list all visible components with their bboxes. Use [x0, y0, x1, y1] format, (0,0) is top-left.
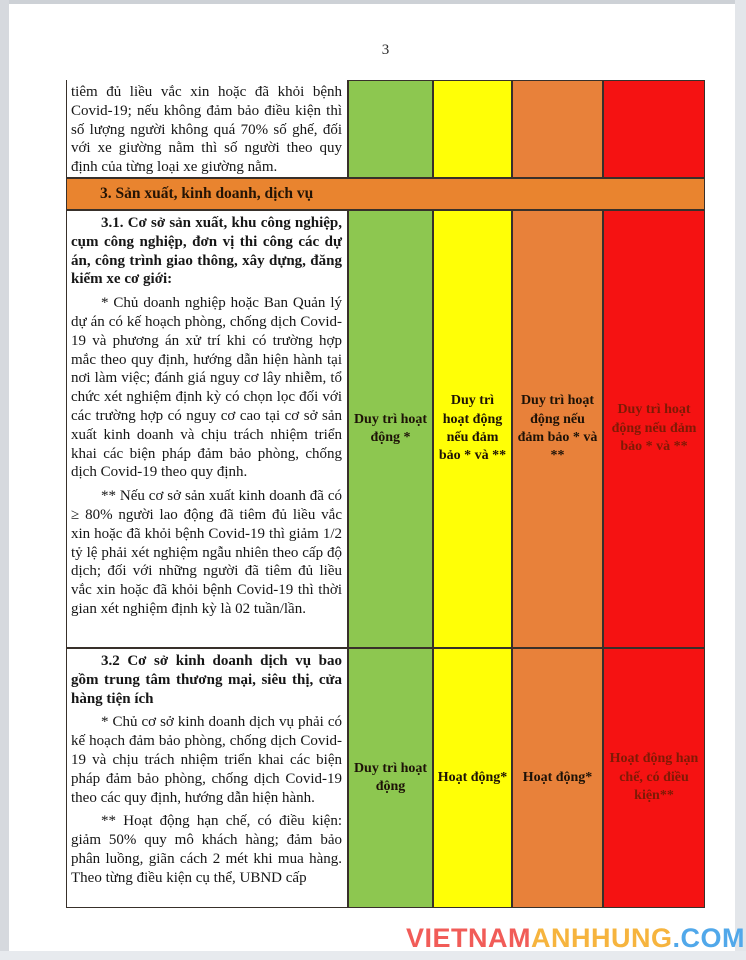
paragraph: tiêm đủ liều vắc xin hoặc đã khỏi bệnh Covid-19; nếu không đảm bảo điều kiện thì số lượng người không quá 70% số ghế, đối với xe giường nằm thì số người theo quy định của từng loại xe giường nằm. — [71, 84, 342, 176]
paragraph: ** Hoạt động hạn chế, có điều kiện: giảm 50% quy mô khách hàng; đảm bảo phân luồng, giãn cách 2 mét khi mua hàng. Theo từng điều kiện cụ thể, UBND cấp — [71, 813, 342, 886]
cell-label: Duy trì hoạt động * — [353, 411, 428, 445]
cell-3-1-red-level4 — [603, 210, 705, 648]
cell-label: Duy trì hoạt động nếu đảm bảo * và ** — [611, 402, 697, 455]
paragraph: * Chủ cơ sở kinh doanh dịch vụ phải có kế hoạch đảm bảo phòng, chống dịch Covid-19 và chịu trách nhiệm triển khai các biện pháp đảm bảo phòng, chống dịch Covid-19 theo các quy định, hướng dẫn hiện hành. — [71, 714, 342, 806]
cell-3-1-yellow-level2 — [433, 210, 512, 648]
paragraph: * Chủ doanh nghiệp hoặc Ban Quản lý dự án có kế hoạch phòng, chống dịch Covid-19 và phương án xử trí khi có trường hợp mắc theo quy định, hướng dẫn hiện hành tại nơi làm việc; đánh giá nguy cơ lây nhiễm, tổ chức xét nghiệm định kỳ có chọn lọc đối với các trường hợp có nguy cơ cao tại cơ sở sản xuất kinh doanh và chịu trách nhiệm triển khai các biện pháp đảm bảo phòng, chống dịch Covid-19 theo quy định. — [71, 295, 342, 481]
cell-transport-green-level1 — [348, 80, 433, 178]
cell-label: Hoạt động* — [522, 769, 593, 785]
section-3-1-text — [66, 210, 348, 648]
cell-3-1-green-level1 — [348, 210, 433, 648]
watermark-part-anhhung: ANHHUNG — [531, 923, 673, 953]
cell-3-2-yellow-level2 — [433, 648, 512, 908]
photo-edge-top — [0, 0, 746, 4]
watermark-part-com: .COM — [672, 923, 745, 953]
cell-label: Hoạt động hạn chế, có điều kiện** — [609, 751, 699, 804]
cell-transport-orange-level3 — [512, 80, 603, 178]
cell-3-2-red-level4 — [603, 648, 705, 908]
cell-label: Duy trì hoạt động nếu đảm bảo * và ** — [517, 393, 598, 464]
cell-label: Hoạt động* — [437, 769, 508, 785]
cell-transport-red-level4 — [603, 80, 705, 178]
paragraph: ** Nếu cơ sở sản xuất kinh doanh đã có ≥ 80% người lao động đã tiêm đủ liều vắc xin hoặc đã khỏi bệnh Covid-19 thì giảm 1/2 tỷ lệ phải xét nghiệm ngẫu nhiên theo cấp độ dịch; đối với những người đã tiêm đủ liều vắc xin hoặc đã khỏi bệnh Covid-19 thì thời gian xét nghiệm định kỳ là 02 tuần/lần. — [71, 488, 342, 617]
page-number: 3 — [381, 42, 390, 58]
photo-edge-left — [0, 0, 9, 960]
cell-label: Duy trì hoạt động — [353, 760, 428, 794]
section-3-1-heading: 3.1. Cơ sở sản xuất, khu công nghiệp, cụm công nghiệp, đơn vị thi công các dự án, công trình giao thông, xây dựng, đăng kiểm xe cơ giới: — [71, 215, 342, 288]
cell-3-2-green-level1 — [348, 648, 433, 908]
transport-continuation-text — [66, 80, 348, 178]
cell-3-2-orange-level3 — [512, 648, 603, 908]
watermark-site-name — [406, 923, 745, 954]
photo-edge-right — [735, 0, 746, 960]
section-3-2-heading: 3.2 Cơ sở kinh doanh dịch vụ bao gồm trung tâm thương mại, siêu thị, cửa hàng tiện ích — [71, 653, 342, 707]
section-3-header — [66, 178, 705, 210]
cell-transport-yellow-level2 — [433, 80, 512, 178]
cell-label: Duy trì hoạt động nếu đảm bảo * và ** — [438, 393, 507, 464]
cell-3-1-orange-level3 — [512, 210, 603, 648]
watermark-part-vietnam: VIETNAM — [406, 923, 531, 953]
section-3-header-label: 3. Sản xuất, kinh doanh, dịch vụ — [100, 185, 314, 202]
section-3-2-text — [66, 648, 348, 908]
covid-restrictions-table — [66, 80, 705, 908]
